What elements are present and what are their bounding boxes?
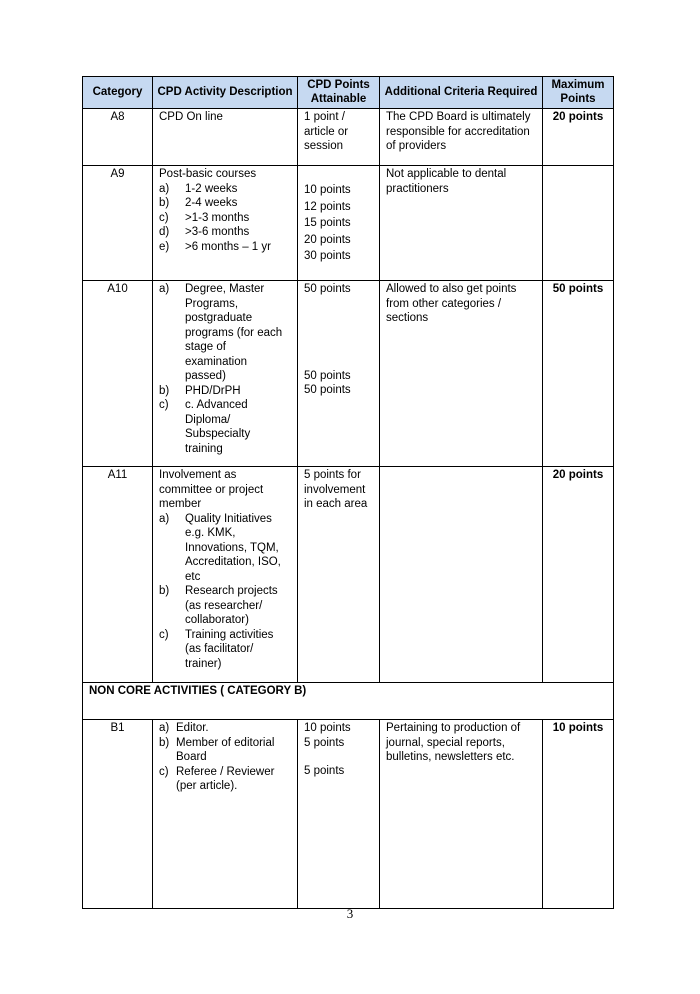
cell-description <box>153 166 298 281</box>
list-marker: b) <box>159 736 170 749</box>
points-value: 5 points <box>304 736 345 749</box>
cell-description: CPD On line <box>153 109 298 166</box>
list-marker: b) <box>159 585 170 597</box>
list-marker: d) <box>159 226 170 238</box>
list-item <box>159 211 291 226</box>
course-duration-list <box>159 182 291 255</box>
list-marker: c) <box>159 399 169 411</box>
list-marker: e) <box>159 240 170 253</box>
cell-points <box>298 720 380 909</box>
list-marker: a) <box>159 512 170 525</box>
cell-max: 20 points <box>543 467 614 683</box>
cell-criteria: The CPD Board is ultimately responsible for accreditation of providers <box>380 109 543 166</box>
cell-description <box>153 720 298 909</box>
points-value: 15 points <box>304 217 351 229</box>
list-text: 2-4 weeks <box>185 197 238 209</box>
points-value: 10 points <box>304 722 351 734</box>
points-value: 30 points <box>304 250 351 262</box>
page-number: 3 <box>346 906 354 921</box>
header-category: Category <box>83 77 153 109</box>
cell-max: 20 points <box>543 109 614 166</box>
list-marker: a) <box>159 722 170 734</box>
list-item <box>159 584 291 628</box>
points-value: 10 points <box>304 184 351 196</box>
list-item <box>159 721 291 736</box>
cell-criteria: Pertaining to production of journal, special reports, bulletins, newsletters etc. <box>380 720 543 909</box>
list-item <box>159 398 291 456</box>
list-text: >3-6 months <box>185 226 250 238</box>
list-text: Quality Initiatives e.g. KMK, Innovations, TQM, Accreditation, ISO, etc <box>185 512 281 583</box>
points-value: 50 points <box>304 369 351 382</box>
list-text: Referee / Reviewer (per article). <box>176 765 275 792</box>
list-item <box>159 736 291 765</box>
list-item <box>159 240 291 255</box>
list-item <box>159 182 291 197</box>
list-item <box>159 384 291 399</box>
table-row-b1 <box>83 720 614 909</box>
list-text: >1-3 months <box>185 211 250 224</box>
cell-category: B1 <box>83 720 153 909</box>
table-row-a10 <box>83 281 614 467</box>
list-marker: b) <box>159 197 170 209</box>
cpd-points-table <box>82 76 614 909</box>
description-intro: Involvement as committee or project member <box>159 469 264 510</box>
cell-criteria <box>380 467 543 683</box>
list-text: 1-2 weeks <box>185 182 238 195</box>
list-text: c. Advanced Diploma/ Subspecialty training <box>185 399 251 455</box>
points-value: 20 points <box>304 233 351 246</box>
cell-category: A8 <box>83 109 153 166</box>
table-row-a9 <box>83 166 614 281</box>
list-item <box>159 282 291 384</box>
list-item <box>159 196 291 211</box>
description-intro: Post-basic courses <box>159 168 257 180</box>
list-item <box>159 225 291 240</box>
header-points: CPD Points Attainable <box>298 77 380 109</box>
list-text: Editor. <box>176 722 209 734</box>
table-row-a11 <box>83 467 614 683</box>
cell-points: 5 points for involvement in each area <box>298 467 380 683</box>
table-header-row <box>83 77 614 109</box>
list-text: PHD/DrPH <box>185 384 241 397</box>
list-text: Research projects (as researcher/ collaborator) <box>185 585 278 626</box>
list-marker: c) <box>159 765 169 778</box>
cell-category: A10 <box>83 281 153 467</box>
points-value: 50 points <box>304 283 351 295</box>
points-value: 50 points <box>304 384 351 396</box>
section-header-row <box>83 683 614 720</box>
cell-criteria: Allowed to also get points from other categories / sections <box>380 281 543 467</box>
cell-description <box>153 467 298 683</box>
list-item <box>159 628 291 672</box>
list-marker: c) <box>159 628 169 641</box>
list-text: Member of editorial Board <box>176 736 275 763</box>
cell-category: A11 <box>83 467 153 683</box>
table-row-a8 <box>83 109 614 166</box>
section-title: NON CORE ACTIVITIES ( CATEGORY B) <box>83 683 614 720</box>
cell-points <box>298 166 380 281</box>
cell-criteria: Not applicable to dental practitioners <box>380 166 543 281</box>
list-item <box>159 765 291 794</box>
involvement-list <box>159 512 291 672</box>
cell-max <box>543 166 614 281</box>
cell-max: 50 points <box>543 281 614 467</box>
cell-description <box>153 281 298 467</box>
list-text: Degree, Master Programs, postgraduate programs (for each stage of examination passed) <box>185 283 283 382</box>
list-marker: a) <box>159 283 170 295</box>
header-max: Maximum Points <box>543 77 614 109</box>
cell-points: 1 point / article or session <box>298 109 380 166</box>
header-description: CPD Activity Description <box>153 77 298 109</box>
list-marker: c) <box>159 211 169 224</box>
cell-category: A9 <box>83 166 153 281</box>
list-item <box>159 512 291 585</box>
points-value: 12 points <box>304 200 351 213</box>
header-criteria: Additional Criteria Required <box>380 77 543 109</box>
list-text: Training activities (as facilitator/ trainer) <box>185 628 274 670</box>
list-text: >6 months – 1 yr <box>185 240 271 253</box>
points-value: 5 points <box>304 765 345 777</box>
editorial-role-list <box>159 721 291 794</box>
cell-points <box>298 281 380 467</box>
degree-program-list <box>159 282 291 456</box>
cell-max: 10 points <box>543 720 614 909</box>
list-marker: b) <box>159 384 170 397</box>
list-marker: a) <box>159 182 170 195</box>
